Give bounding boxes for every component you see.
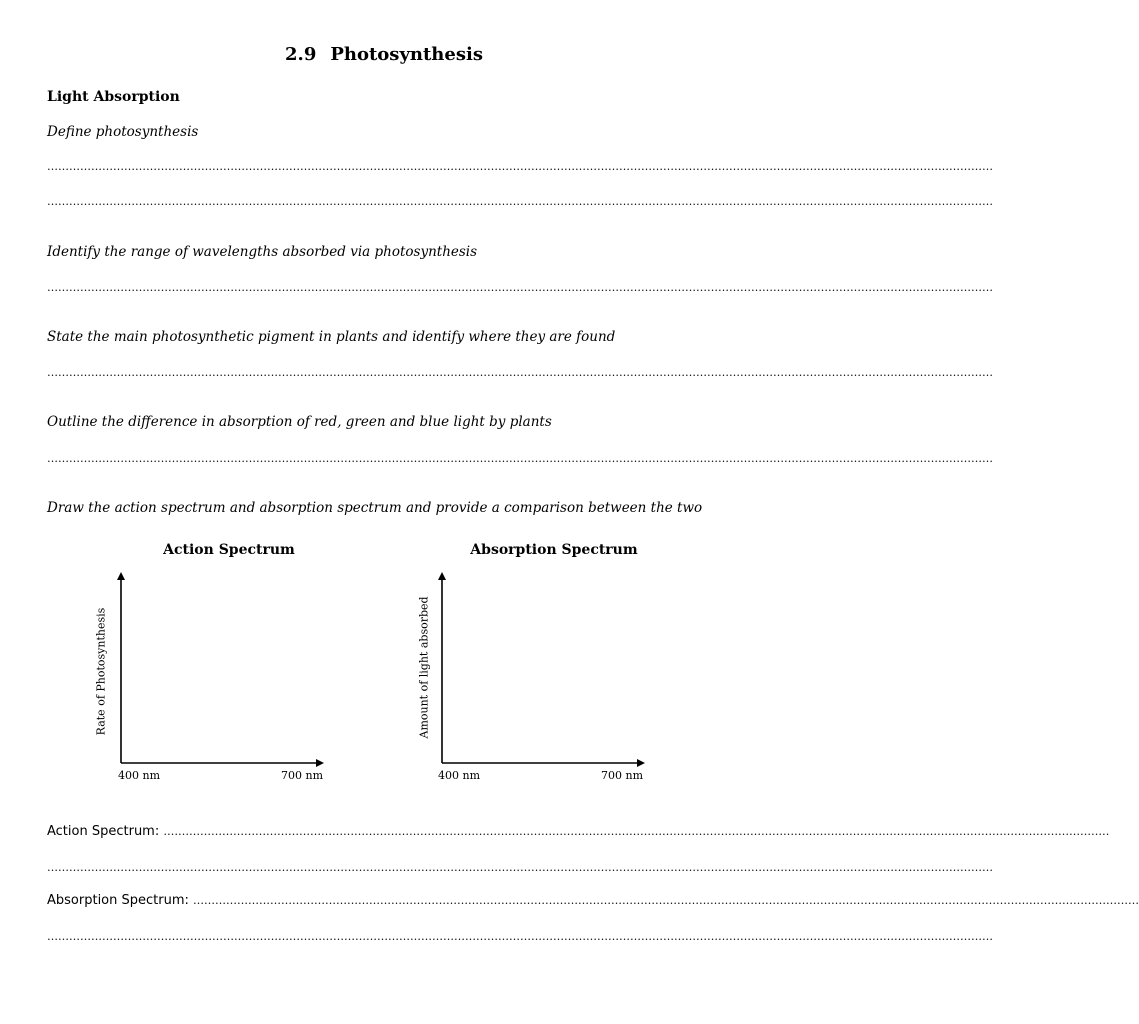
- question-draw-spectra: Draw the action spectrum and absorption spectrum and provide a comparison between the two: [47, 500, 703, 516]
- question-absorption-difference: Outline the difference in absorption of red, green and blue light by plants: [47, 414, 552, 430]
- answer-line[interactable]: ……………………………………………………………………………………………………………………………………………………………………………………………………………………………………: [47, 452, 993, 465]
- action-y-axis-label: Rate of Photosynthesis: [94, 607, 108, 736]
- answer-line[interactable]: ……………………………………………………………………………………………………………………………………………………………………………………………………………………………………: [47, 930, 993, 943]
- title-text: Photosynthesis: [330, 44, 483, 65]
- answer-line[interactable]: ……………………………………………………………………………………………………………………………………………………………………………………………………………………………………: [193, 894, 1139, 907]
- section-heading: Light Absorption: [47, 89, 180, 105]
- absorption-spectrum-answer: [47, 893, 1139, 908]
- absorption-y-axis-label: Amount of light absorbed: [417, 596, 431, 739]
- action-spectrum-title: Action Spectrum: [163, 542, 295, 558]
- absorption-x-start-label: 400 nm: [438, 769, 481, 782]
- answer-line[interactable]: ……………………………………………………………………………………………………………………………………………………………………………………………………………………………………: [47, 195, 993, 208]
- action-spectrum-answer: [47, 824, 1110, 839]
- section-number: 2.9: [285, 44, 317, 65]
- action-spectrum-label: Action Spectrum:: [47, 824, 160, 839]
- answer-line[interactable]: ……………………………………………………………………………………………………………………………………………………………………………………………………………………………………: [163, 825, 1110, 838]
- absorption-spectrum-label: Absorption Spectrum:: [47, 893, 189, 908]
- question-pigment: State the main photosynthetic pigment in plants and identify where they are found: [47, 329, 616, 345]
- answer-line[interactable]: ……………………………………………………………………………………………………………………………………………………………………………………………………………………………………: [47, 861, 993, 874]
- action-x-start-label: 400 nm: [118, 769, 161, 782]
- answer-line[interactable]: ……………………………………………………………………………………………………………………………………………………………………………………………………………………………………: [47, 366, 993, 379]
- answer-line[interactable]: ……………………………………………………………………………………………………………………………………………………………………………………………………………………………………: [47, 281, 993, 294]
- absorption-x-end-label: 700 nm: [601, 769, 644, 782]
- answer-line[interactable]: ……………………………………………………………………………………………………………………………………………………………………………………………………………………………………: [47, 160, 993, 173]
- absorption-spectrum-title: Absorption Spectrum: [470, 542, 638, 558]
- question-wavelengths: Identify the range of wavelengths absorbed via photosynthesis: [47, 244, 478, 260]
- question-define: Define photosynthesis: [47, 124, 199, 140]
- action-x-end-label: 700 nm: [281, 769, 324, 782]
